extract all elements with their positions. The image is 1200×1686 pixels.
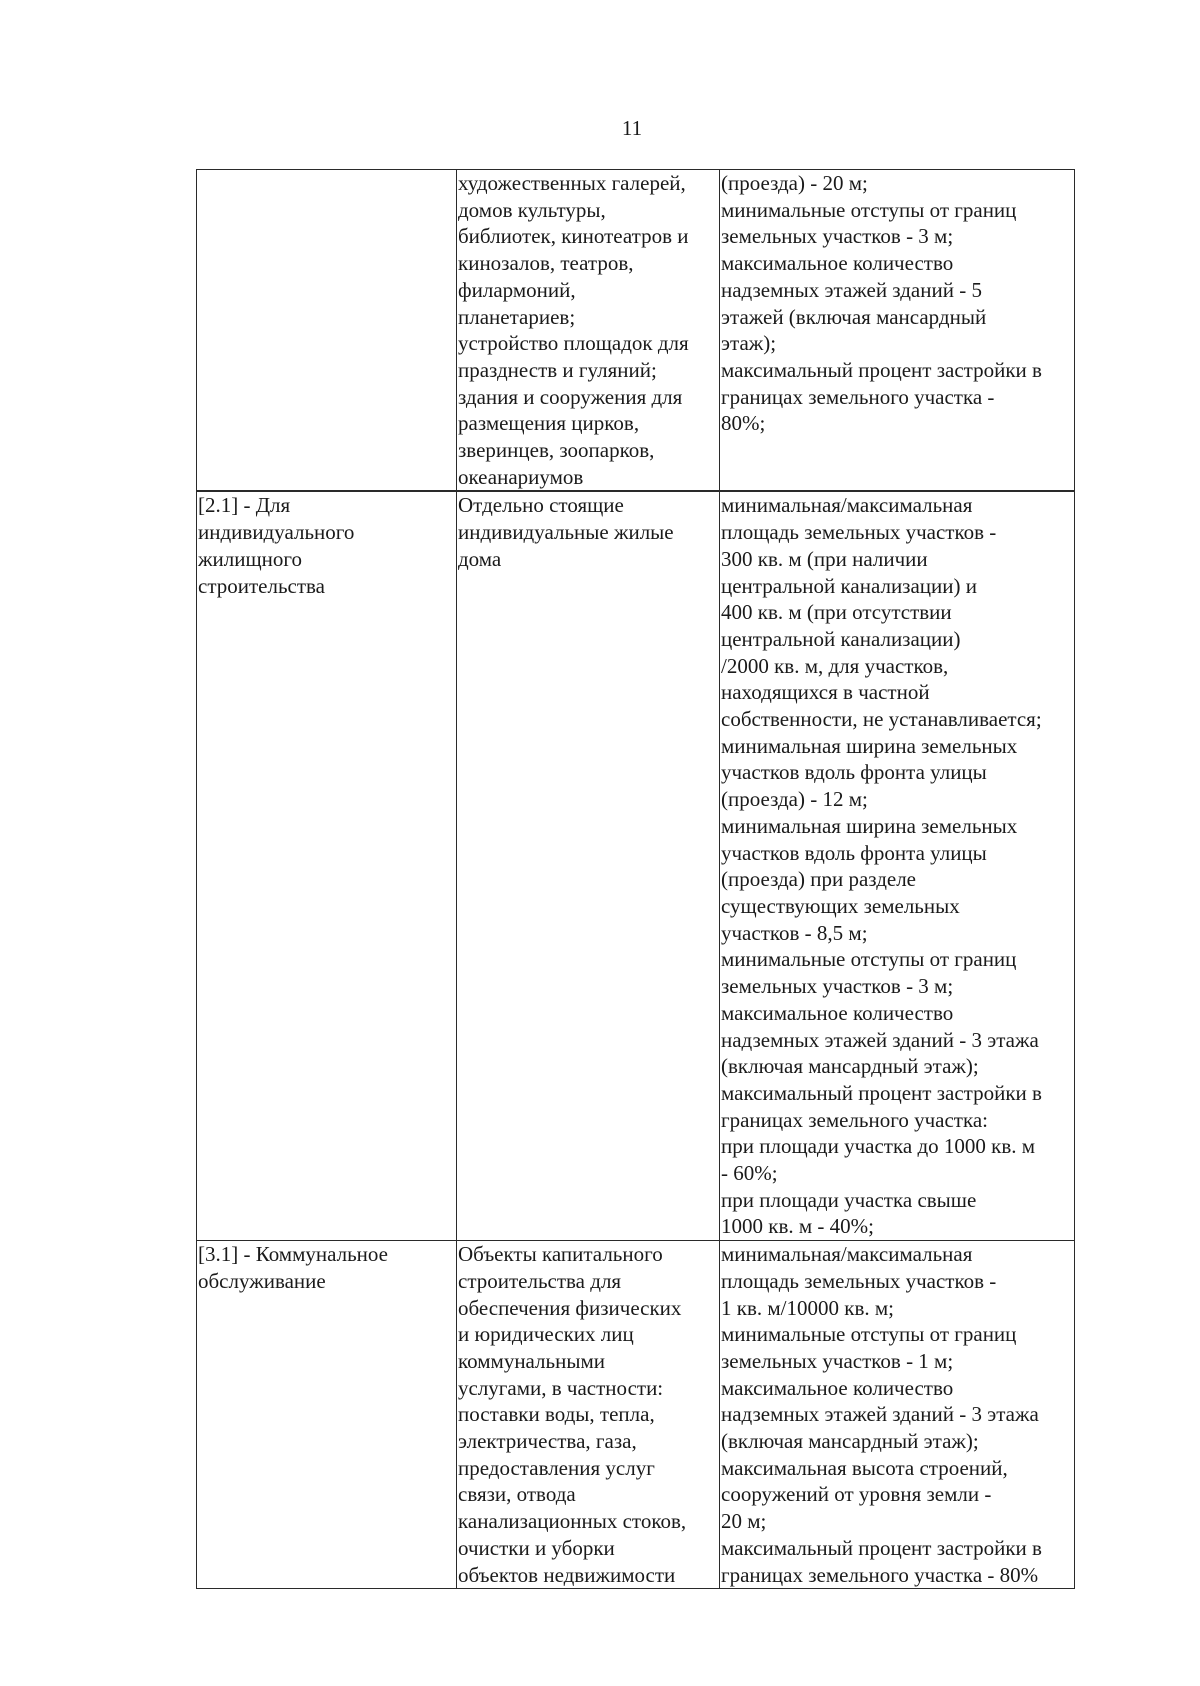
cell-text-line: 400 кв. м (при отсутствии <box>721 600 952 625</box>
cell-text-line: площадь земельных участков - <box>721 1268 997 1293</box>
cell-text-line: 80%; <box>721 411 766 436</box>
cell-text-line: 1000 кв. м - 40%; <box>721 1214 874 1239</box>
cell-text-line: этажей (включая мансардный <box>721 304 987 329</box>
cell-text-line: домов культуры, <box>458 197 606 222</box>
cell-text-line: центральной канализации) <box>721 626 961 651</box>
cell-text-line: объектов недвижимости <box>458 1562 676 1587</box>
cell-text-line: океанариумов <box>458 464 584 489</box>
cell-text-line: зверинцев, зоопарков, <box>458 438 655 463</box>
cell-text-line: (проезда) при разделе <box>721 867 916 892</box>
cell-text-line: 300 кв. м (при наличии <box>721 546 928 571</box>
cell-text-line: при площади участка свыше <box>721 1187 977 1212</box>
cell-text-line: границах земельного участка - <box>721 384 995 409</box>
cell-text-line: минимальная/максимальная <box>721 1242 973 1267</box>
cell-text-line: максимальное количество <box>721 1375 954 1400</box>
cell-text-line: кинозалов, театров, <box>458 251 634 276</box>
table-body <box>197 170 1075 1589</box>
cell-text-line: канализационных стоков, <box>458 1509 687 1534</box>
cell-text-line: существующих земельных <box>721 893 960 918</box>
land-use-code-cell <box>197 170 457 492</box>
cell-text-line: (включая мансардный этаж); <box>721 1429 979 1454</box>
cell-text-line: минимальные отступы от границ <box>721 1322 1017 1347</box>
cell-text-line: сооружений от уровня земли - <box>721 1482 992 1507</box>
cell-text-line: максимальный процент застройки в <box>721 1080 1042 1105</box>
cell-text-line: жилищного <box>198 546 302 571</box>
cell-text-line: надземных этажей зданий - 3 этажа <box>721 1402 1039 1427</box>
cell-text-line: [2.1] - Для <box>198 493 291 518</box>
cell-text-line: планетариев; <box>458 304 576 329</box>
cell-text-line: предоставления услуг <box>458 1455 655 1480</box>
permitted-use-description-cell <box>457 170 720 492</box>
cell-text-line: индивидуальные жилые <box>458 520 674 545</box>
cell-text-line: максимальный процент застройки в <box>721 357 1042 382</box>
cell-text-line: 1 кв. м/10000 кв. м; <box>721 1295 894 1320</box>
cell-text-line: минимальные отступы от границ <box>721 947 1017 972</box>
cell-text-line: очистки и уборки <box>458 1535 615 1560</box>
table-row <box>197 491 1075 1240</box>
cell-text-line: минимальная ширина земельных <box>721 733 1018 758</box>
cell-text-line: коммунальными <box>458 1348 605 1373</box>
cell-text-line: 20 м; <box>721 1509 767 1534</box>
cell-text-line: и юридических лиц <box>458 1322 634 1347</box>
permitted-use-description-cell <box>457 1241 720 1589</box>
permitted-use-description-cell <box>457 491 720 1240</box>
cell-text-line: при площади участка до 1000 кв. м <box>721 1134 1036 1159</box>
cell-text-line: максимальное количество <box>721 251 954 276</box>
cell-text-line: участков вдоль фронта улицы <box>721 760 987 785</box>
cell-text-line: минимальная/максимальная <box>721 493 973 518</box>
cell-text-line: здания и сооружения для <box>458 384 683 409</box>
cell-text-line: этаж); <box>721 331 777 356</box>
cell-text-line: Объекты капитального <box>458 1242 663 1267</box>
cell-text-line: [3.1] - Коммунальное <box>198 1242 388 1267</box>
table-row <box>197 1241 1075 1589</box>
cell-text-line: границах земельного участка - 80% <box>721 1562 1039 1587</box>
construction-parameters-cell <box>720 170 1075 492</box>
cell-text-line: электричества, газа, <box>458 1429 637 1454</box>
cell-text-line: художественных галерей, <box>458 171 686 195</box>
page-number: 11 <box>621 116 643 140</box>
cell-text-line: устройство площадок для <box>458 331 689 356</box>
cell-text-line: (проезда) - 20 м; <box>721 171 868 195</box>
cell-text-line: размещения цирков, <box>458 411 640 436</box>
cell-text-line: максимальное количество <box>721 1000 954 1025</box>
cell-text-line: земельных участков - 1 м; <box>721 1348 954 1373</box>
cell-text-line: /2000 кв. м, для участков, <box>721 653 949 678</box>
cell-text-line: площадь земельных участков - <box>721 520 997 545</box>
cell-text-line: услугами, в частности: <box>458 1375 664 1400</box>
cell-text-line: надземных этажей зданий - 3 этажа <box>721 1027 1039 1052</box>
cell-text-line: земельных участков - 3 м; <box>721 974 954 999</box>
cell-text-line: - 60%; <box>721 1161 778 1186</box>
cell-text-line: индивидуального <box>198 520 355 545</box>
cell-text-line: находящихся в частной <box>721 680 930 705</box>
cell-text-line: строительства <box>198 573 326 598</box>
table-row <box>197 170 1075 492</box>
cell-text-line: участков вдоль фронта улицы <box>721 840 987 865</box>
cell-text-line: обслуживание <box>198 1268 326 1293</box>
cell-text-line: (проезда) - 12 м; <box>721 787 868 812</box>
cell-text-line: минимальные отступы от границ <box>721 197 1017 222</box>
cell-text-line: дома <box>458 546 502 571</box>
cell-text-line: обеспечения физических <box>458 1295 682 1320</box>
cell-text-line: центральной канализации) и <box>721 573 977 598</box>
cell-text-line: филармоний, <box>458 277 576 302</box>
cell-text-line: максимальная высота строений, <box>721 1455 1008 1480</box>
cell-text-line: максимальный процент застройки в <box>721 1535 1042 1560</box>
cell-text-line: связи, отвода <box>458 1482 576 1507</box>
cell-text-line: поставки воды, тепла, <box>458 1402 655 1427</box>
cell-text-line: Отдельно стоящие <box>458 493 624 518</box>
cell-text-line: библиотек, кинотеатров и <box>458 224 689 249</box>
cell-text-line: земельных участков - 3 м; <box>721 224 954 249</box>
construction-parameters-cell <box>720 1241 1075 1589</box>
cell-text-line: собственности, не устанавливается; <box>721 707 1042 732</box>
zoning-regulations-table <box>196 169 1075 1589</box>
land-use-code-cell <box>197 491 457 1240</box>
land-use-code-cell <box>197 1241 457 1589</box>
cell-text-line: надземных этажей зданий - 5 <box>721 277 982 302</box>
cell-text-line: участков - 8,5 м; <box>721 920 868 945</box>
construction-parameters-cell <box>720 491 1075 1240</box>
cell-text-line: минимальная ширина земельных <box>721 813 1018 838</box>
cell-text-line: (включая мансардный этаж); <box>721 1054 979 1079</box>
cell-text-line: границах земельного участка: <box>721 1107 989 1132</box>
cell-text-line: празднеств и гуляний; <box>458 357 657 382</box>
cell-text-line: строительства для <box>458 1268 622 1293</box>
